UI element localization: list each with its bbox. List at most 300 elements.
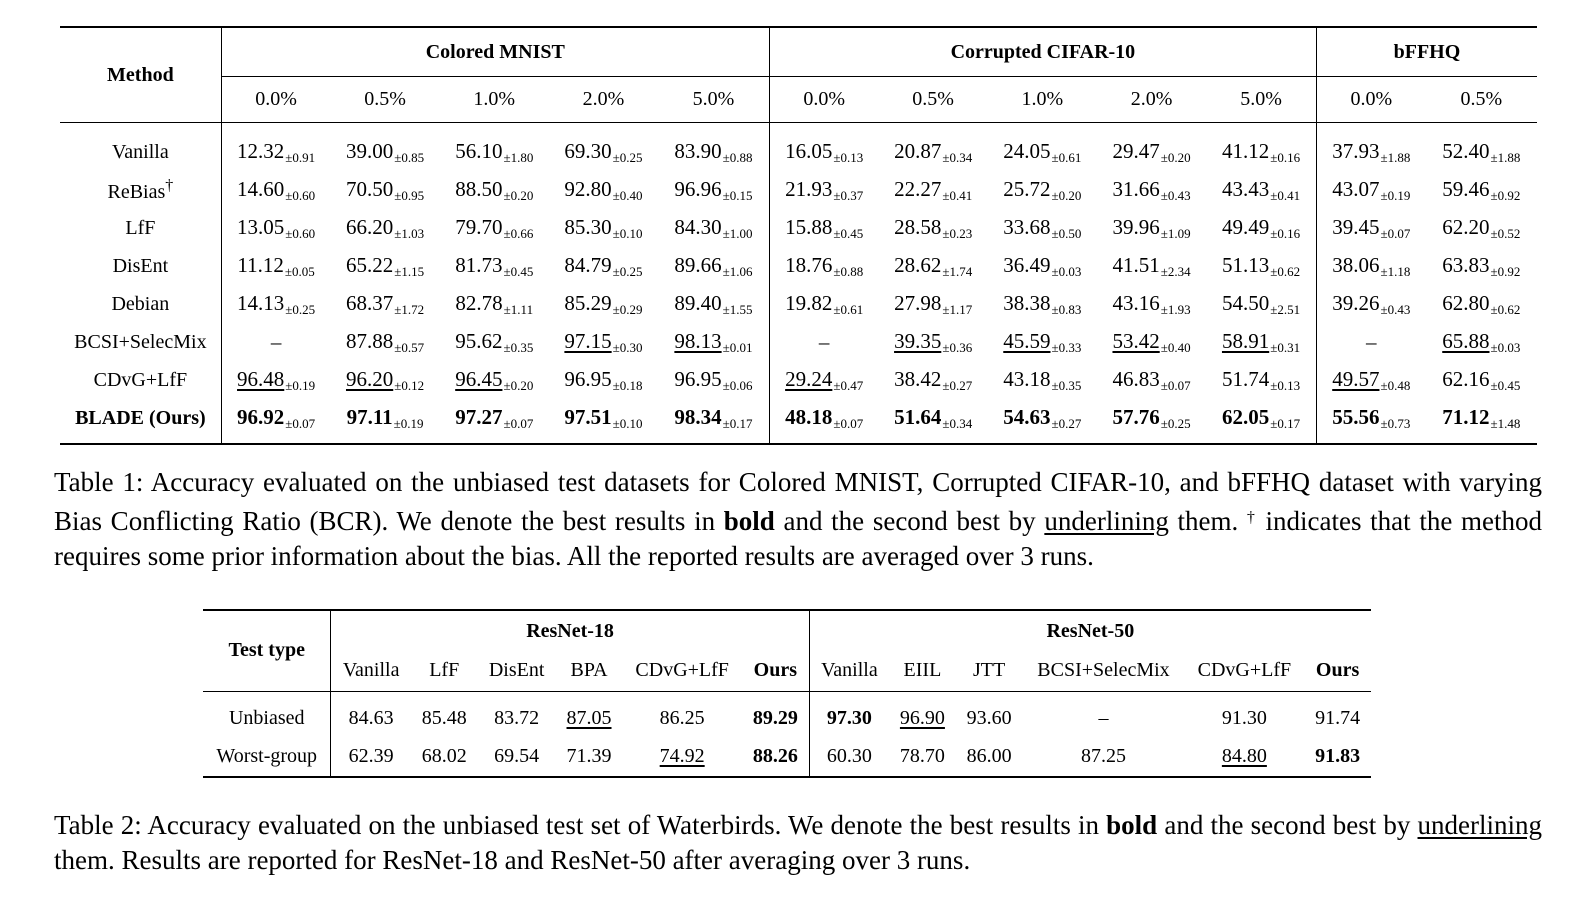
mean-value: 36.49 <box>1003 252 1051 277</box>
result-value: 74.92 <box>659 745 705 767</box>
mean-value: 89.66 <box>674 252 722 277</box>
result-cell <box>221 247 330 285</box>
result-cell <box>549 247 658 285</box>
table-1-caption <box>54 465 1542 574</box>
std-value: ±1.48 <box>1490 415 1521 431</box>
mean-value: 27.98 <box>894 290 942 315</box>
mean-value: 71.12 <box>1442 404 1490 429</box>
std-value: ±0.13 <box>1270 377 1301 393</box>
result-value: 68.02 <box>421 745 467 767</box>
method-header: JTT <box>956 651 1023 691</box>
mean-value: 96.45 <box>455 366 503 391</box>
result-value: 71.39 <box>566 745 612 767</box>
mean-value: 38.06 <box>1332 252 1380 277</box>
std-value: ±0.35 <box>1051 377 1082 393</box>
std-value: ±2.51 <box>1270 301 1301 317</box>
result-cell <box>330 247 439 285</box>
mean-value: 62.80 <box>1442 290 1490 315</box>
std-value: ±0.88 <box>833 263 864 279</box>
result-cell <box>988 123 1097 172</box>
method-header: Ours <box>742 651 809 691</box>
method-header: DisEnt <box>478 651 556 691</box>
result-value: 85.48 <box>421 707 467 729</box>
mean-value: 97.11 <box>346 404 393 429</box>
std-value: ±1.72 <box>394 301 425 317</box>
method-header-row <box>203 651 1371 691</box>
std-value: ±1.17 <box>942 301 973 317</box>
result-cell <box>1316 123 1425 172</box>
mean-value: 97.27 <box>455 404 503 429</box>
mean-value: 59.46 <box>1442 176 1490 201</box>
mean-value: 79.70 <box>455 214 503 239</box>
method-header: Method <box>60 27 221 123</box>
group-header-colored-mnist: Colored MNIST <box>221 27 769 77</box>
mean-value: 39.45 <box>1332 214 1380 239</box>
mean-value: 28.58 <box>894 214 942 239</box>
std-value: ±0.88 <box>722 149 753 165</box>
mean-value: 70.50 <box>345 176 394 201</box>
result-cell <box>769 285 878 323</box>
std-value: ±0.06 <box>722 377 753 393</box>
result-cell <box>549 171 658 209</box>
std-value: ±0.43 <box>1380 301 1411 317</box>
result-cell <box>742 738 809 777</box>
result-cell <box>1206 361 1316 399</box>
result-cell <box>742 691 809 738</box>
mean-value: 96.95 <box>674 366 722 391</box>
std-value: ±0.62 <box>1270 263 1301 279</box>
mean-value: 84.79 <box>564 252 612 277</box>
mean-value: 54.63 <box>1003 404 1051 429</box>
std-value: ±1.15 <box>394 263 425 279</box>
result-cell <box>769 123 878 172</box>
mean-value: 45.59 <box>1003 328 1051 353</box>
std-value: ±0.27 <box>942 377 973 393</box>
result-cell <box>988 171 1097 209</box>
ratio-header: 5.0% <box>658 77 769 123</box>
result-value: 97.30 <box>826 707 872 729</box>
result-value: – <box>1098 707 1109 729</box>
result-cell <box>769 399 878 444</box>
result-cell <box>1022 691 1184 738</box>
result-value: 86.00 <box>966 745 1012 767</box>
mean-value: 24.05 <box>1003 138 1051 163</box>
std-value: ±0.20 <box>1160 149 1191 165</box>
result-cell <box>221 209 330 247</box>
table-1-body <box>60 123 1537 445</box>
std-value: ±0.45 <box>833 225 864 241</box>
mean-value: 39.00 <box>345 138 394 163</box>
result-cell <box>331 691 411 738</box>
mean-value: 16.05 <box>785 138 833 163</box>
mean-value: 33.68 <box>1003 214 1051 239</box>
std-value: ±0.34 <box>942 415 973 431</box>
test-type-cell: Worst-group <box>216 745 318 767</box>
std-value: ±0.73 <box>1380 415 1411 431</box>
mean-value: – <box>270 329 282 354</box>
mean-value: 69.30 <box>564 138 612 163</box>
std-value: ±0.95 <box>394 187 425 203</box>
result-cell <box>1316 361 1425 399</box>
method-name: ReBias <box>107 180 166 203</box>
mean-value: 37.93 <box>1332 138 1380 163</box>
result-cell <box>330 361 439 399</box>
std-value: ±0.16 <box>1270 149 1301 165</box>
mean-value: 56.10 <box>455 138 503 163</box>
result-cell <box>1206 285 1316 323</box>
table-row <box>203 691 1371 738</box>
mean-value: 96.48 <box>237 366 285 391</box>
mean-value: 81.73 <box>455 252 503 277</box>
mean-value: 43.16 <box>1112 290 1160 315</box>
result-cell <box>1097 285 1206 323</box>
method-name: BLADE (Ours) <box>75 406 206 429</box>
result-cell <box>769 361 878 399</box>
result-cell <box>1426 209 1537 247</box>
result-cell <box>1185 738 1305 777</box>
mean-value: 22.27 <box>894 176 942 201</box>
mean-value: 29.24 <box>785 366 833 391</box>
mean-value: 41.12 <box>1221 138 1270 163</box>
caption-underline-word: underlining <box>1044 506 1169 536</box>
mean-value: 14.60 <box>237 176 285 201</box>
std-value: ±0.17 <box>722 415 753 431</box>
std-value: ±1.18 <box>1380 263 1411 279</box>
caption-text: Table 2: Accuracy evaluated on the unbiased test set of Waterbirds. We denote the best results in <box>54 810 1107 840</box>
method-header: CDvG+LfF <box>622 651 742 691</box>
group-header-resnet50: ResNet-50 <box>809 610 1371 651</box>
std-value: ±0.41 <box>1270 187 1301 203</box>
method-name: Vanilla <box>112 140 169 163</box>
result-cell <box>478 738 556 777</box>
result-cell <box>988 323 1097 361</box>
result-cell <box>1426 123 1537 172</box>
result-cell <box>1426 399 1537 444</box>
result-cell <box>1206 247 1316 285</box>
method-name: LfF <box>125 216 156 239</box>
ratio-header: 0.5% <box>879 77 988 123</box>
table-row <box>203 738 1371 777</box>
std-value: ±0.01 <box>722 339 753 355</box>
method-header: Vanilla <box>809 651 889 691</box>
result-cell <box>988 285 1097 323</box>
method-name: Debian <box>111 292 170 315</box>
std-value: ±0.23 <box>942 225 973 241</box>
result-value: 60.30 <box>826 745 872 767</box>
mean-value: 55.56 <box>1332 404 1380 429</box>
result-cell <box>221 323 330 361</box>
mean-value: 96.95 <box>564 366 612 391</box>
mean-value: 65.88 <box>1442 328 1490 353</box>
method-name-cell <box>60 209 221 247</box>
std-value: ±0.13 <box>833 149 864 165</box>
result-cell <box>658 209 769 247</box>
method-header: BCSI+SelecMix <box>1022 651 1184 691</box>
result-cell <box>879 247 988 285</box>
result-cell <box>1206 399 1316 444</box>
mean-value: 85.30 <box>564 214 612 239</box>
mean-value: 57.76 <box>1112 404 1160 429</box>
method-header: Ours <box>1304 651 1371 691</box>
result-cell <box>330 209 439 247</box>
mean-value: 87.88 <box>345 328 394 353</box>
mean-value: 28.62 <box>894 252 942 277</box>
result-cell <box>956 738 1023 777</box>
result-cell <box>221 123 330 172</box>
result-cell <box>221 285 330 323</box>
std-value: ±0.33 <box>1051 339 1082 355</box>
result-value: 62.39 <box>348 745 394 767</box>
ratio-header: 0.0% <box>1316 77 1425 123</box>
mean-value: 96.92 <box>237 404 285 429</box>
result-cell <box>658 247 769 285</box>
caption-text: them. <box>1168 506 1247 536</box>
result-cell <box>440 171 549 209</box>
method-header: BPA <box>556 651 623 691</box>
result-cell <box>1097 123 1206 172</box>
method-name-cell <box>60 123 221 172</box>
mean-value: 20.87 <box>894 138 942 163</box>
result-cell <box>330 171 439 209</box>
std-value: ±0.40 <box>612 187 643 203</box>
mean-value: 43.18 <box>1003 366 1051 391</box>
std-value: ±0.40 <box>1160 339 1191 355</box>
std-value: ±0.18 <box>612 377 643 393</box>
std-value: ±0.17 <box>1270 415 1301 431</box>
method-name-cell <box>60 361 221 399</box>
result-cell <box>889 738 956 777</box>
std-value: ±1.74 <box>942 263 973 279</box>
table-2-caption <box>54 808 1542 878</box>
result-cell <box>769 171 878 209</box>
result-cell <box>411 691 478 738</box>
std-value: ±0.83 <box>1051 301 1082 317</box>
table-row <box>60 209 1537 247</box>
std-value: ±0.52 <box>1490 225 1521 241</box>
result-value: 78.70 <box>899 745 945 767</box>
result-cell <box>622 738 742 777</box>
mean-value: 66.20 <box>345 214 394 239</box>
mean-value: 39.26 <box>1332 290 1380 315</box>
std-value: ±1.88 <box>1380 149 1411 165</box>
result-cell <box>769 247 878 285</box>
caption-text: them. Results are reported for ResNet-18 and ResNet-50 after averaging over 3 runs. <box>54 845 971 875</box>
mean-value: 97.15 <box>564 328 612 353</box>
result-cell <box>440 123 549 172</box>
std-value: ±0.62 <box>1490 301 1521 317</box>
caption-text: and the second best by <box>1157 810 1418 840</box>
table-row <box>60 399 1537 444</box>
result-cell <box>330 399 439 444</box>
caption-text: indicates that the method requires some prior information about the bias. All the reported results are averaged over 3 runs. <box>54 506 1542 571</box>
mean-value: 49.57 <box>1332 366 1380 391</box>
mean-value: 96.20 <box>345 366 394 391</box>
ratio-header: 1.0% <box>988 77 1097 123</box>
dagger-symbol: † <box>1246 509 1257 526</box>
result-cell <box>1426 361 1537 399</box>
caption-text: Table 1: Accuracy evaluated on the unbiased test datasets for Colored MNIST, Corrupted CIFAR-10, and bFFHQ dataset with varying Bias Conflicting Ratio (BCR). We denote the best results in <box>54 467 1542 536</box>
result-value: 84.63 <box>348 707 394 729</box>
result-cell <box>1316 323 1425 361</box>
result-cell <box>1097 209 1206 247</box>
result-value: 69.54 <box>494 745 540 767</box>
mean-value: 11.12 <box>237 252 284 277</box>
mean-value: 98.34 <box>674 404 722 429</box>
table-row <box>60 361 1537 399</box>
result-cell <box>411 738 478 777</box>
results-table-1 <box>60 26 1537 445</box>
mean-value: 95.62 <box>455 328 503 353</box>
result-cell <box>440 209 549 247</box>
std-value: ±0.61 <box>833 301 864 317</box>
mean-value: 49.49 <box>1221 214 1270 239</box>
std-value: ±0.03 <box>1051 263 1082 279</box>
std-value: ±0.10 <box>612 225 643 241</box>
mean-value: 53.42 <box>1112 328 1160 353</box>
std-value: ±0.45 <box>503 263 534 279</box>
result-cell <box>658 399 769 444</box>
result-cell <box>556 738 623 777</box>
mean-value: 82.78 <box>455 290 503 315</box>
result-cell <box>549 123 658 172</box>
std-value: ±2.34 <box>1160 263 1191 279</box>
std-value: ±0.25 <box>1160 415 1191 431</box>
result-cell <box>549 285 658 323</box>
mean-value: 62.20 <box>1442 214 1490 239</box>
result-cell <box>330 285 439 323</box>
method-name-cell <box>60 171 221 209</box>
result-value: 91.74 <box>1315 707 1361 729</box>
std-value: ±1.80 <box>503 149 534 165</box>
mean-value: – <box>1366 329 1377 354</box>
result-cell <box>988 247 1097 285</box>
mean-value: 54.50 <box>1221 290 1270 315</box>
ratio-header: 0.5% <box>330 77 439 123</box>
std-value: ±0.07 <box>285 415 316 431</box>
mean-value: 98.13 <box>674 328 722 353</box>
method-name: BCSI+SelecMix <box>74 330 207 353</box>
std-value: ±0.07 <box>1160 377 1191 393</box>
result-cell <box>440 247 549 285</box>
mean-value: 68.37 <box>345 290 394 315</box>
result-value: 87.25 <box>1080 745 1126 767</box>
std-value: ±0.07 <box>503 415 534 431</box>
result-cell <box>1206 123 1316 172</box>
result-cell <box>1206 171 1316 209</box>
result-cell <box>622 691 742 738</box>
std-value: ±0.34 <box>942 149 973 165</box>
method-name-cell <box>60 323 221 361</box>
result-cell <box>658 171 769 209</box>
result-cell <box>809 691 889 738</box>
std-value: ±0.85 <box>394 149 425 165</box>
mean-value: 84.30 <box>674 214 722 239</box>
std-value: ±0.35 <box>503 339 534 355</box>
mean-value: 18.76 <box>785 252 833 277</box>
result-cell <box>330 123 439 172</box>
std-value: ±0.03 <box>1490 339 1521 355</box>
mean-value: 51.74 <box>1221 366 1270 391</box>
std-value: ±0.37 <box>833 187 864 203</box>
std-value: ±0.20 <box>503 187 534 203</box>
mean-value: 31.66 <box>1112 176 1160 201</box>
result-value: 91.83 <box>1315 745 1361 767</box>
ratio-header: 2.0% <box>1097 77 1206 123</box>
dagger-symbol: † <box>165 176 174 194</box>
ratio-header: 5.0% <box>1206 77 1316 123</box>
std-value: ±1.11 <box>503 301 534 317</box>
result-cell <box>549 323 658 361</box>
std-value: ±0.61 <box>1051 149 1082 165</box>
table-row <box>60 247 1537 285</box>
table-row <box>60 323 1537 361</box>
result-value: 86.25 <box>659 707 705 729</box>
mean-value: 85.29 <box>564 290 612 315</box>
results-table-2 <box>203 609 1371 778</box>
mean-value: 48.18 <box>785 404 833 429</box>
std-value: ±0.43 <box>1160 187 1191 203</box>
result-cell <box>658 323 769 361</box>
result-cell <box>1316 285 1425 323</box>
std-value: ±1.00 <box>722 225 753 241</box>
method-header: LfF <box>411 651 478 691</box>
result-cell <box>658 285 769 323</box>
mean-value: 83.90 <box>674 138 722 163</box>
std-value: ±0.31 <box>1270 339 1301 355</box>
mean-value: 14.13 <box>237 290 285 315</box>
mean-value: 15.88 <box>785 214 833 239</box>
caption-text: and the second best by <box>774 506 1045 536</box>
result-cell <box>1304 691 1371 738</box>
result-cell <box>221 361 330 399</box>
method-name: CDvG+LfF <box>93 368 188 391</box>
std-value: ±0.29 <box>612 301 643 317</box>
method-header: Vanilla <box>331 651 411 691</box>
result-value: 93.60 <box>966 707 1012 729</box>
result-cell <box>1426 171 1537 209</box>
mean-value: 29.47 <box>1112 138 1160 163</box>
group-header-bffhq: bFFHQ <box>1316 27 1537 77</box>
result-cell <box>1426 285 1537 323</box>
test-type-header: Test type <box>203 610 331 691</box>
std-value: ±0.20 <box>1051 187 1082 203</box>
result-cell <box>1185 691 1305 738</box>
result-cell <box>221 399 330 444</box>
mean-value: 62.05 <box>1221 404 1270 429</box>
std-value: ±0.15 <box>722 187 753 203</box>
std-value: ±0.19 <box>285 377 316 393</box>
result-cell <box>879 399 988 444</box>
result-cell <box>769 323 878 361</box>
std-value: ±0.60 <box>285 187 316 203</box>
std-value: ±1.93 <box>1160 301 1191 317</box>
result-cell <box>988 361 1097 399</box>
table-row <box>60 171 1537 209</box>
std-value: ±0.12 <box>394 377 425 393</box>
mean-value: 89.40 <box>674 290 722 315</box>
mean-value: 46.83 <box>1112 366 1160 391</box>
result-cell <box>988 209 1097 247</box>
mean-value: 21.93 <box>785 176 833 201</box>
result-cell <box>658 123 769 172</box>
caption-bold-word: bold <box>1106 810 1158 840</box>
result-cell <box>331 738 411 777</box>
result-cell <box>809 738 889 777</box>
result-cell <box>1316 399 1425 444</box>
ratio-header: 0.5% <box>1426 77 1537 123</box>
mean-value: 51.13 <box>1221 252 1270 277</box>
std-value: ±0.92 <box>1490 187 1521 203</box>
